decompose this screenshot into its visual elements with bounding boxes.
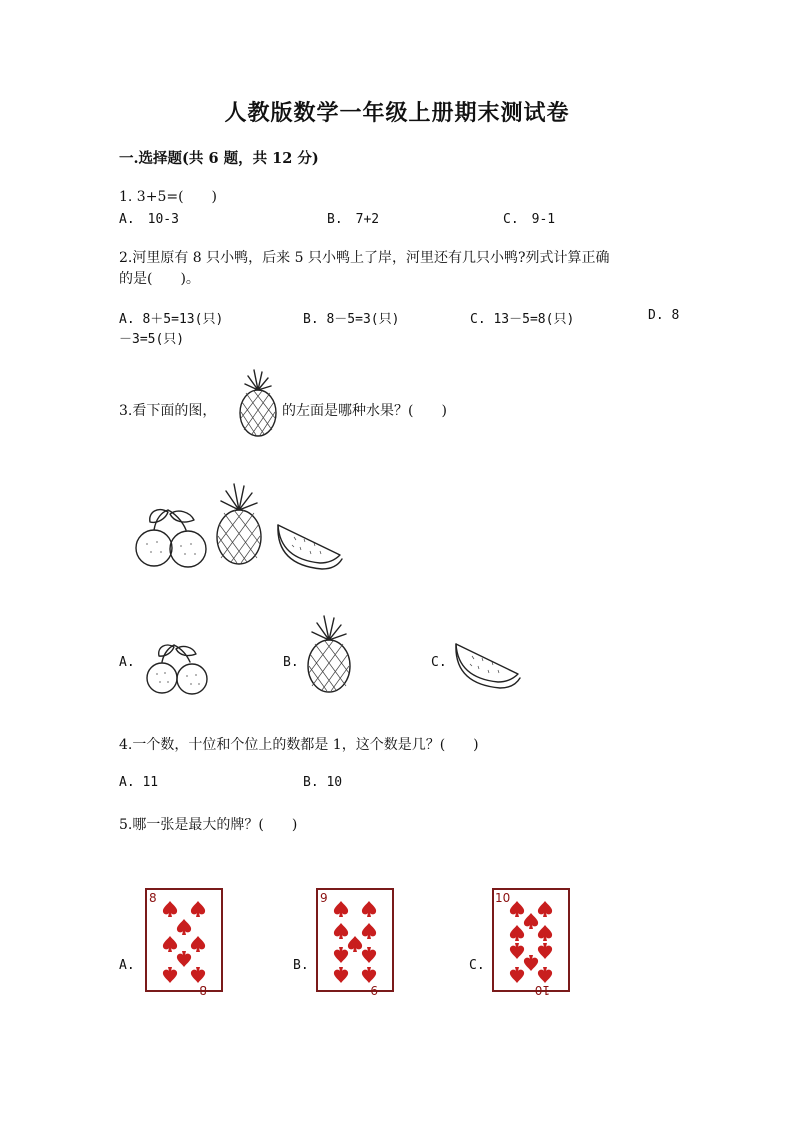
page-title: 人教版数学一年级上册期末测试卷 (224, 100, 570, 126)
card-rank-bottom: 8 (199, 983, 207, 997)
card-rank: 10 (495, 891, 511, 905)
question-2-stem: 2.河里原有 8 只小鸭，后来 5 只小鸭上了岸，河里还有几只小鸭?列式计算正确 (119, 250, 610, 266)
q1-option-a: A. 10-3 (119, 212, 179, 227)
card-rank: 8 (149, 891, 157, 905)
q2-option-a: A. 8＋5=13(只) (119, 312, 224, 327)
pineapple-icon (212, 482, 266, 566)
cherries-icon (140, 644, 212, 696)
q3-option-a: A. (119, 655, 135, 670)
q4-option-a: A. 11 (119, 775, 159, 790)
watermelon-slice-icon (274, 515, 344, 571)
pineapple-icon (303, 614, 355, 694)
q3-option-b: B. (283, 655, 299, 670)
playing-card-10 (492, 888, 570, 997)
q5-option-c: C. (469, 958, 485, 973)
q2-option-d-continued: －3=5(只) (119, 332, 185, 347)
q2-option-d: D. 8 (648, 308, 680, 323)
question-4-stem: 4.一个数，十位和个位上的数都是 1，这个数是几？( ) (119, 737, 479, 753)
card-rank-bottom: 10 (534, 983, 550, 997)
playing-card-9 (316, 888, 394, 997)
card-rank: 9 (320, 891, 328, 905)
q5-option-b: B. (293, 958, 309, 973)
question-1-stem: 1. 3+5=( ) (119, 189, 218, 205)
card-rank-bottom: 9 (370, 983, 378, 997)
watermelon-slice-icon (452, 634, 522, 690)
playing-card-8 (145, 888, 223, 997)
pineapple-icon (236, 368, 280, 438)
q2-option-c: C. 13－5=8(只) (470, 312, 575, 327)
question-3-stem-cont: 的左面是哪种水果？( ) (282, 403, 447, 419)
q1-option-c: C. 9-1 (503, 212, 556, 227)
cherries-icon (128, 508, 210, 570)
q1-option-b: B. 7+2 (327, 212, 380, 227)
q3-option-c: C. (431, 655, 447, 670)
question-5-stem: 5.哪一张是最大的牌？( ) (119, 817, 298, 833)
question-2-stem-cont: 的是( )。 (119, 271, 200, 287)
q4-option-b: B. 10 (303, 775, 343, 790)
q5-option-a: A. (119, 958, 135, 973)
question-3-stem: 3.看下面的图， (119, 403, 217, 419)
section-heading: 一.选择题(共 6 题，共 12 分) (119, 150, 319, 167)
q2-option-b: B. 8－5=3(只) (303, 312, 400, 327)
